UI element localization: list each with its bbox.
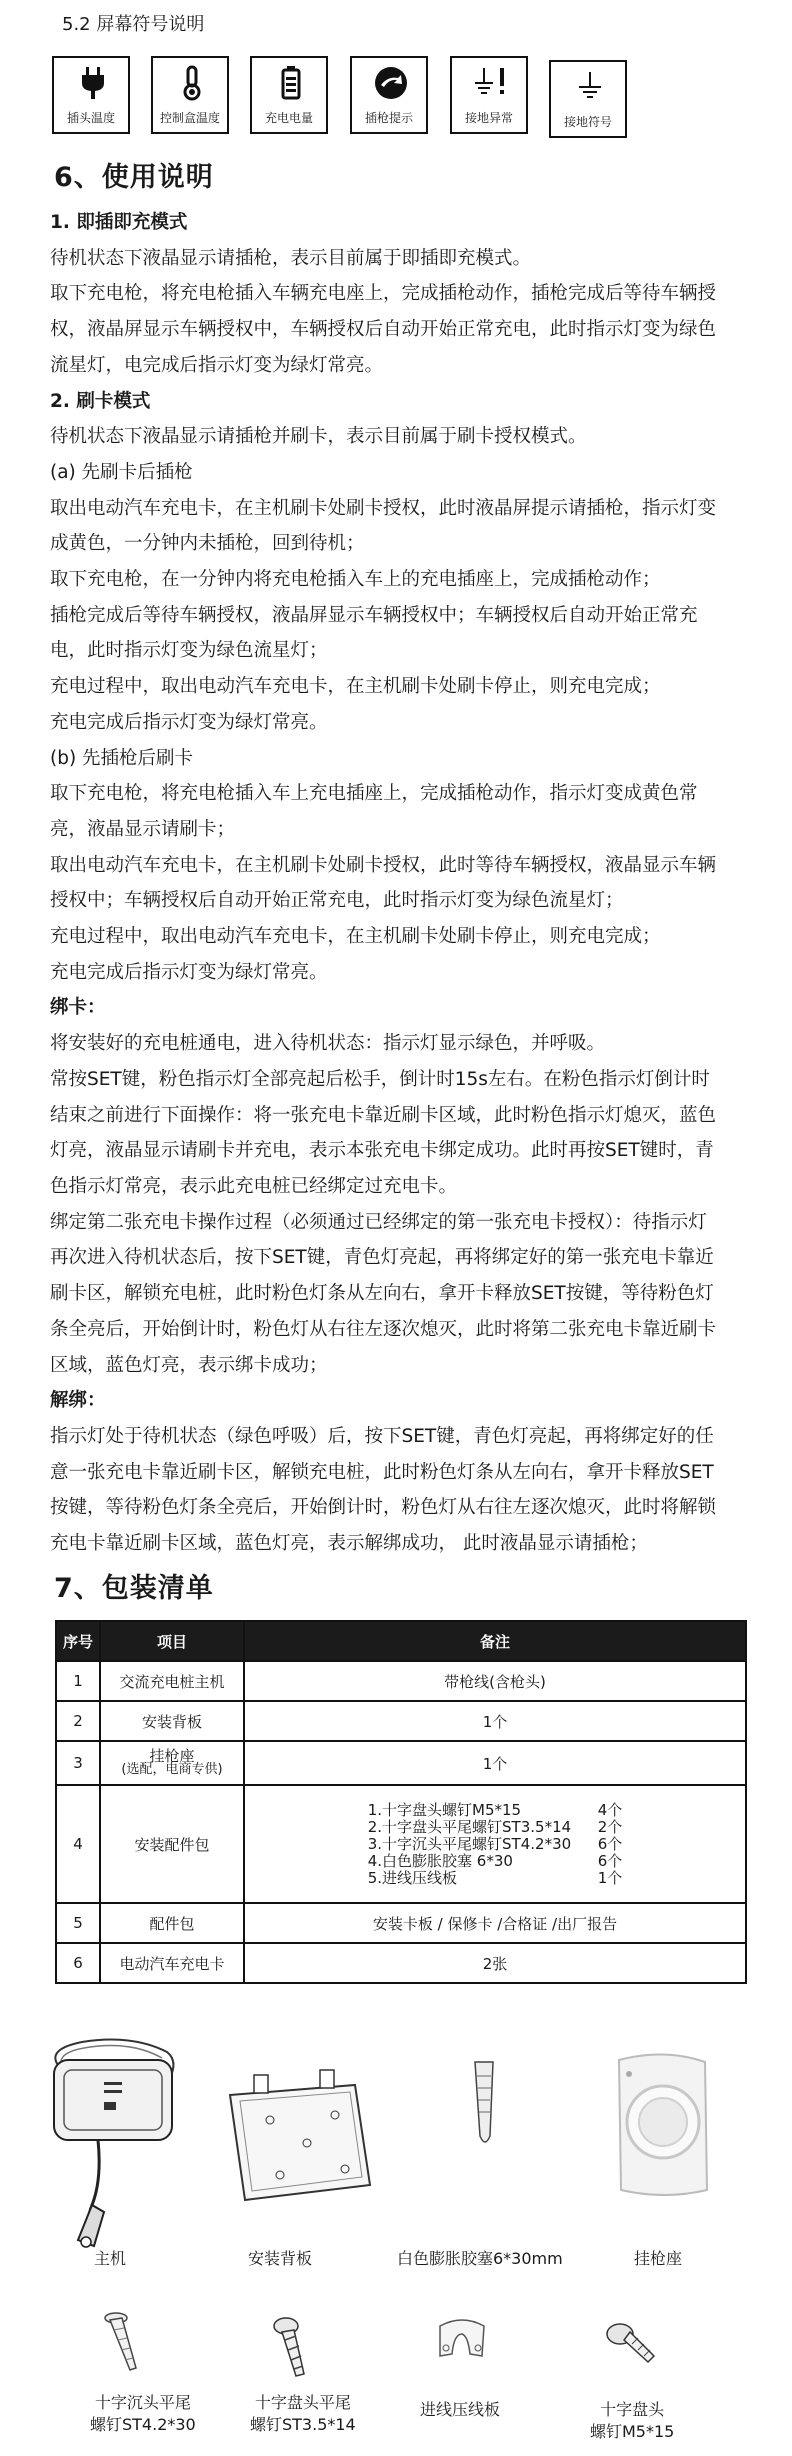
subsection-heading: 解绑： — [50, 1390, 106, 1412]
row-number: 1 — [56, 1661, 100, 1701]
part-name: 3.十字沉头平尾螺钉ST4.2*30 — [367, 1834, 572, 1853]
part-qty: 6个 — [597, 1851, 623, 1870]
column-header-item: 项目 — [100, 1621, 244, 1661]
figure-caption: 十字沉头平尾 螺钉ST4.2*30 — [90, 2393, 196, 2434]
instruction-line: 刷卡区，解锁充电桩，此时粉色灯条从左向右，拿开卡释放SET按键，等待粉色灯 — [50, 1283, 714, 1305]
column-header-note: 备注 — [244, 1621, 746, 1661]
row-number: 2 — [56, 1701, 100, 1741]
gun-holder-figure — [605, 2050, 725, 2200]
subsection-heading: 绑卡： — [50, 997, 106, 1019]
row-note: 2张 — [244, 1943, 746, 1983]
row-item-main: 挂枪座 — [149, 1747, 195, 1765]
part-qty: 2个 — [597, 1817, 623, 1836]
part-item — [368, 1836, 623, 1853]
instruction-line: 取出电动汽车充电卡，在主机刷卡处刷卡授权，此时等待车辆授权，液晶显示车辆 — [50, 854, 717, 876]
screen-symbol-row — [52, 56, 752, 146]
instruction-line: 色指示灯常亮，表示此充电桩已经绑定过充电卡。 — [50, 1175, 458, 1197]
instruction-line: 条全亮后，开始倒计时，粉色灯从右往左逐次熄灭，此时将第二张充电卡靠近刷卡 — [50, 1318, 717, 1340]
instruction-line: 权，液晶屏显示车辆授权中，车辆授权后自动开始正常充电，此时指示灯变为绿色 — [50, 319, 717, 341]
instruction-line: 流星灯，电完成后指示灯变为绿灯常亮。 — [50, 354, 384, 376]
row-note — [244, 1785, 746, 1903]
instruction-line: 成黄色，一分钟内未插枪，回到待机； — [50, 533, 365, 555]
part-item — [368, 1819, 623, 1836]
instruction-line: 灯亮，液晶显示请刷卡并充电，表示本张充电卡绑定成功。此时再按SET键时，青 — [50, 1140, 714, 1162]
section-heading-5-2: 5.2 屏幕符号说明 — [62, 14, 205, 35]
row-item: 电动汽车充电卡 — [100, 1943, 244, 1983]
symbol-label: 插枪提示 — [364, 111, 413, 125]
row-item: 安装背板 — [100, 1701, 244, 1741]
instruction-line: 按键，等待粉色灯条全亮后，开始倒计时，粉色灯从右往左逐次熄灭，此时将解锁 — [50, 1497, 717, 1519]
row-note: 1个 — [244, 1701, 746, 1741]
instruction-line: 充电过程中，取出电动汽车充电卡，在主机刷卡处刷卡停止，则充电完成； — [50, 926, 661, 948]
row-note: 带枪线(含枪头) — [244, 1661, 746, 1701]
mounting-backplate-figure — [210, 2065, 380, 2215]
row-note: 安装卡板 / 保修卡 /合格证 /出厂报告 — [244, 1903, 746, 1943]
charger-main-unit-figure — [42, 2030, 192, 2260]
row-note: 1个 — [244, 1741, 746, 1785]
instruction-line: 区域，蓝色灯亮，表示绑卡成功； — [50, 1354, 328, 1376]
figure-caption: 安装背板 — [248, 2249, 313, 2268]
symbol-plug-temperature — [52, 56, 130, 134]
pan-head-screw-m5-figure — [602, 2318, 662, 2373]
table-row — [56, 1661, 746, 1701]
symbol-charge-level — [250, 56, 328, 134]
usage-instructions — [50, 205, 750, 1562]
ground-fault-icon — [474, 64, 508, 102]
instruction-line: 指示灯处于待机状态（绿色呼吸）后，按下SET键，青色灯亮起，再将绑定好的任 — [50, 1425, 714, 1447]
column-header-no: 序号 — [56, 1621, 100, 1661]
figure-caption: 主机 — [94, 2249, 127, 2268]
row-item-sub: (选配，电商专供) — [121, 1762, 223, 1777]
symbol-label: 插头温度 — [66, 111, 115, 125]
part-item — [368, 1853, 623, 1870]
part-qty: 6个 — [597, 1834, 623, 1853]
part-name: 5.进线压线板 — [367, 1868, 458, 1887]
instruction-line: 绑定第二张充电卡操作过程（必须通过已经绑定的第一张充电卡授权）：待指示灯 — [50, 1211, 707, 1233]
subsection-heading: 1. 即插即充模式 — [50, 212, 188, 233]
part-name: 4.白色膨胀胶塞 6*30 — [367, 1851, 513, 1870]
plug-icon — [76, 64, 110, 102]
instruction-line: 亮，液晶显示请刷卡； — [50, 818, 236, 840]
thermometer-icon — [175, 64, 209, 102]
row-item: 交流充电桩主机 — [100, 1661, 244, 1701]
instruction-line: 充电卡靠近刷卡区域，蓝色灯亮，表示解绑成功， 此时液晶显示请插枪； — [50, 1533, 648, 1555]
figure-caption: 挂枪座 — [634, 2249, 683, 2268]
table-row — [56, 1943, 746, 1983]
instruction-line: 电，此时指示灯变为绿色流星灯； — [50, 640, 328, 662]
pan-head-screw-st35-figure — [268, 2314, 318, 2384]
row-number: 3 — [56, 1741, 100, 1785]
ground-icon — [573, 68, 607, 106]
symbol-label: 控制盒温度 — [159, 111, 220, 125]
part-qty: 1个 — [597, 1868, 623, 1887]
part-item — [368, 1870, 623, 1887]
instruction-line: 待机状态下液晶显示请插枪并刷卡，表示目前属于刷卡授权模式。 — [50, 426, 587, 448]
instruction-line: 授权中；车辆授权后自动开始正常充电，此时指示灯变为绿色流星灯； — [50, 890, 624, 912]
symbol-ground — [549, 60, 627, 138]
instruction-line: 常按SET键，粉色指示灯全部亮起后松手，倒计时15s左右。在粉色指示灯倒计时 — [50, 1068, 710, 1090]
table-row — [56, 1741, 746, 1785]
accessory-parts-list — [368, 1802, 623, 1887]
instruction-line: 充电完成后指示灯变为绿灯常亮。 — [50, 711, 328, 733]
symbol-ground-fault — [450, 56, 528, 134]
part-name: 2.十字盘头平尾螺钉ST3.5*14 — [367, 1817, 572, 1836]
instruction-line: 待机状态下液晶显示请插枪，表示目前属于即插即充模式。 — [50, 247, 532, 269]
part-name: 1.十字盘头螺钉M5*15 — [367, 1800, 522, 1819]
expansion-plug-figure — [465, 2056, 505, 2156]
battery-icon — [274, 64, 308, 102]
part-qty: 4个 — [597, 1800, 623, 1819]
cable-clamp-figure — [432, 2312, 492, 2372]
instruction-line: 取出电动汽车充电卡，在主机刷卡处刷卡授权，此时液晶屏提示请插枪，指示灯变 — [50, 497, 717, 519]
symbol-label: 接地符号 — [563, 115, 612, 129]
table-header-row — [56, 1621, 746, 1661]
table-row — [56, 1701, 746, 1741]
symbol-label: 充电电量 — [264, 111, 313, 125]
symbol-label: 接地异常 — [464, 111, 513, 125]
instruction-line: 充电完成后指示灯变为绿灯常亮。 — [50, 961, 328, 983]
row-number: 5 — [56, 1903, 100, 1943]
packing-list-table — [55, 1620, 747, 1984]
row-item: 配件包 — [100, 1903, 244, 1943]
instruction-line: 结束之前进行下面操作：将一张充电卡靠近刷卡区域，此时粉色指示灯熄灭，蓝色 — [50, 1104, 717, 1126]
symbol-plug-in-hint — [350, 56, 428, 134]
instruction-line: (b) 先插枪后刷卡 — [50, 747, 194, 769]
figure-caption: 十字盘头 螺钉M5*15 — [590, 2400, 675, 2441]
instruction-line: 意一张充电卡靠近刷卡区，解锁充电桩，此时粉色灯条从左向右，拿开卡释放SET — [50, 1461, 714, 1483]
instruction-line: 取下充电枪，将充电枪插入车上充电插座上，完成插枪动作，指示灯变成黄色常 — [50, 783, 698, 805]
figure-caption: 白色膨胀胶塞6*30mm — [397, 2249, 563, 2268]
row-number: 4 — [56, 1785, 100, 1903]
instruction-line: 取下充电枪，在一分钟内将充电枪插入车上的充电插座上，完成插枪动作； — [50, 569, 661, 591]
figure-caption: 十字盘头平尾 螺钉ST3.5*14 — [250, 2393, 356, 2434]
instruction-line: 再次进入待机状态后，按下SET键，青色灯亮起，再将绑定好的第一张充电卡靠近 — [50, 1247, 714, 1269]
row-number: 6 — [56, 1943, 100, 1983]
part-item — [368, 1802, 623, 1819]
symbol-controlbox-temperature — [151, 56, 229, 134]
table-row — [56, 1903, 746, 1943]
table-row — [56, 1785, 746, 1903]
subsection-heading: 2. 刷卡模式 — [50, 390, 151, 412]
countersunk-screw-st42-figure — [100, 2308, 150, 2383]
plug-in-hint-icon — [374, 64, 408, 102]
instruction-line: (a) 先刷卡后插枪 — [50, 461, 193, 483]
usage-section-title: 6、使用说明 — [54, 162, 214, 193]
instruction-line: 充电过程中，取出电动汽车充电卡，在主机刷卡处刷卡停止，则充电完成； — [50, 676, 661, 698]
instruction-line: 将安装好的充电桩通电，进入待机状态：指示灯显示绿色，并呼吸。 — [50, 1033, 606, 1055]
instruction-line: 插枪完成后等待车辆授权，液晶屏显示车辆授权中；车辆授权后自动开始正常充 — [50, 604, 698, 626]
packing-list-title: 7、包装清单 — [54, 1573, 214, 1604]
figure-caption: 进线压线板 — [420, 2400, 501, 2419]
row-item: 安装配件包 — [100, 1785, 244, 1903]
row-item — [100, 1741, 244, 1785]
instruction-line: 取下充电枪，将充电枪插入车辆充电座上，完成插枪动作，插枪完成后等待车辆授 — [50, 283, 717, 305]
